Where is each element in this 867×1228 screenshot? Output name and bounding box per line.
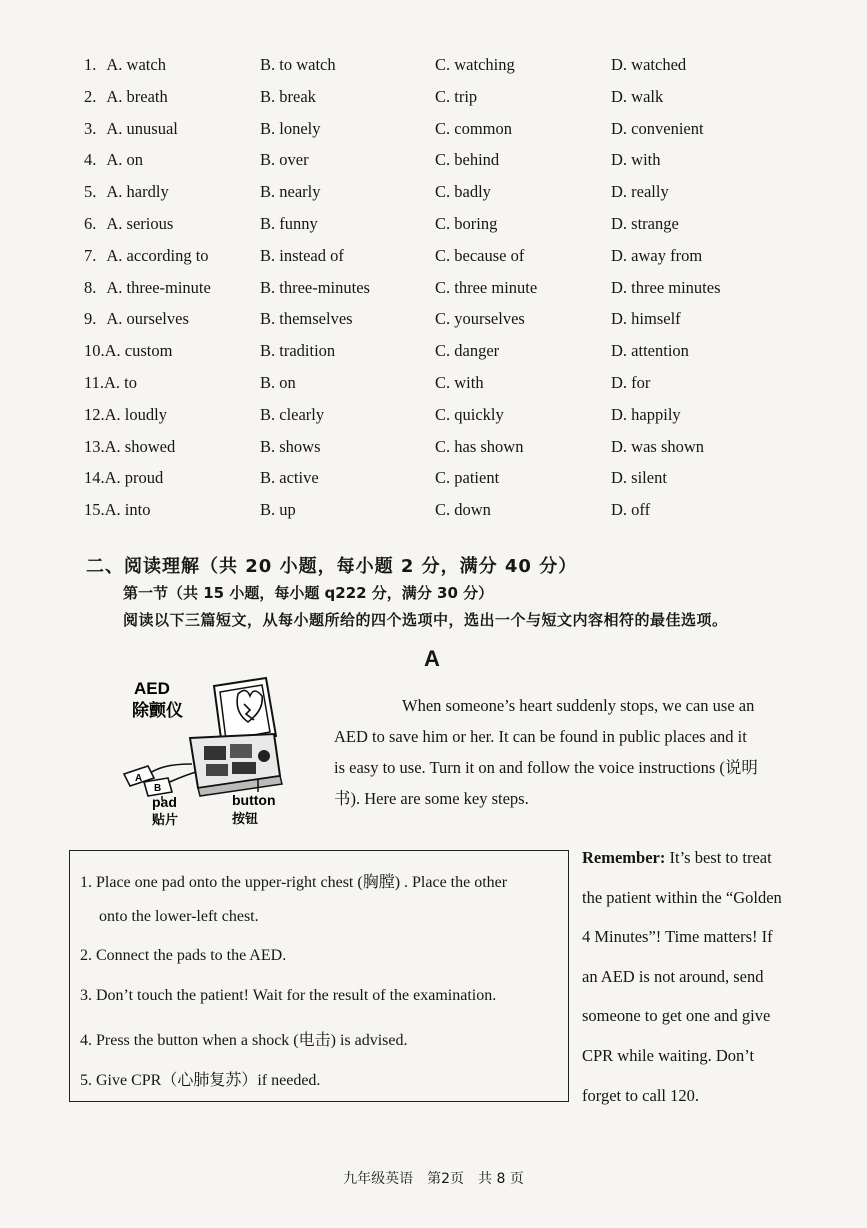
option-b: B. up — [260, 500, 296, 520]
question-number: 2. — [84, 86, 97, 106]
option-d: D. happily — [611, 404, 681, 424]
option-d: D. attention — [611, 341, 689, 361]
option-b: B. nearly — [260, 182, 321, 202]
option-d: D. walk — [611, 86, 664, 106]
option-a-text: A. into — [104, 500, 151, 520]
option-d: D. really — [611, 182, 669, 202]
question-row — [84, 150, 844, 182]
remember-note — [582, 838, 792, 1115]
question-number: 3. — [84, 118, 97, 138]
option-a — [84, 119, 178, 139]
option-b: B. active — [260, 468, 319, 488]
option-a-text: A. three-minute — [106, 277, 211, 297]
option-d: D. silent — [611, 468, 667, 488]
question-number: 12. — [84, 404, 105, 424]
option-c: C. with — [435, 372, 484, 392]
question-number: 5. — [84, 182, 97, 202]
intro-line: is easy to use. Turn it on and follow the voice instructions (说明 — [334, 758, 758, 777]
option-b: B. shows — [260, 436, 321, 456]
option-a-text: A. serious — [106, 213, 174, 233]
aed-cn-label: 除颤仪 — [132, 701, 183, 721]
option-a-text: A. unusual — [106, 118, 178, 138]
question-row — [84, 437, 844, 469]
option-d: D. convenient — [611, 118, 704, 138]
remember-line: the patient within the “Golden — [582, 887, 782, 907]
question-row — [84, 468, 844, 500]
option-c: C. because of — [435, 245, 525, 265]
question-row — [84, 373, 844, 405]
option-b: B. tradition — [260, 341, 336, 361]
pad-label: pad — [152, 794, 177, 810]
intro-line: AED to save him or her. It can be found in public places and it — [334, 727, 747, 746]
option-a — [84, 214, 173, 234]
option-a — [84, 182, 169, 202]
step-item: 3. Don’t touch the patient! Wait for the result of the examination. — [80, 987, 497, 1004]
question-row — [84, 214, 844, 246]
option-b: B. on — [260, 372, 296, 392]
remember-line: an AED is not around, send — [582, 966, 764, 986]
option-d: D. three minutes — [611, 277, 721, 297]
question-number: 9. — [84, 309, 97, 329]
option-b: B. over — [260, 150, 309, 170]
question-number: 7. — [84, 245, 97, 265]
aed-label: AED — [134, 679, 170, 698]
option-d: D. strange — [611, 213, 679, 233]
option-a — [84, 437, 175, 457]
question-row — [84, 405, 844, 437]
option-a — [84, 500, 150, 520]
intro-line: When someone’s heart suddenly stops, we can use an — [402, 696, 755, 715]
question-row — [84, 119, 844, 151]
option-a-text: A. breath — [106, 86, 168, 106]
option-c: C. watching — [435, 55, 515, 74]
option-b: B. break — [260, 86, 316, 106]
option-a-text: A. according to — [106, 245, 209, 265]
option-d: D. watched — [611, 55, 687, 74]
question-number: 11. — [84, 372, 105, 392]
option-d: D. away from — [611, 245, 703, 265]
option-c: C. trip — [435, 86, 478, 106]
question-row — [84, 341, 844, 373]
aed-illustration — [118, 668, 324, 828]
option-b: B. themselves — [260, 309, 353, 329]
step-item: 1. Place one pad onto the upper-right chest (胸膛) . Place the other — [80, 874, 508, 891]
option-c: C. patient — [435, 468, 500, 488]
option-c: C. badly — [435, 182, 491, 202]
question-number: 1. — [84, 55, 97, 74]
option-a-text: A. on — [106, 150, 144, 170]
question-number: 8. — [84, 277, 97, 297]
option-b: B. instead of — [260, 245, 344, 265]
option-c: C. has shown — [435, 436, 524, 456]
question-number: 4. — [84, 150, 97, 170]
option-a-text: A. loudly — [104, 404, 167, 424]
page-footer: 九年级英语 第2页 共 8 页 — [343, 1171, 524, 1187]
option-c: C. yourselves — [435, 309, 525, 329]
option-a — [84, 373, 137, 393]
step-item: 5. Give CPR（心肺复苏）if needed. — [80, 1072, 321, 1089]
question-row — [84, 309, 844, 341]
option-b: B. lonely — [260, 118, 321, 138]
pad-cn-label: 贴片 — [152, 813, 179, 828]
option-a-text: A. to — [104, 372, 138, 392]
option-d: D. himself — [611, 309, 681, 329]
option-a — [84, 309, 189, 329]
step-item: onto the lower-left chest. — [99, 908, 259, 925]
section-instruction: 阅读以下三篇短文，从每小题所给的四个选项中，选出一个与短文内容相符的最佳选项。 — [123, 611, 728, 629]
option-a — [84, 405, 167, 425]
question-number: 6. — [84, 213, 97, 233]
option-c: C. danger — [435, 341, 500, 361]
option-a — [84, 150, 143, 170]
svg-text:B: B — [154, 783, 162, 794]
option-a — [84, 246, 209, 266]
question-number: 13. — [84, 436, 105, 456]
option-c: C. down — [435, 500, 491, 520]
question-row — [84, 278, 844, 310]
cloze-options-table — [84, 55, 844, 532]
question-number: 14. — [84, 468, 105, 488]
option-a-text: A. custom — [104, 341, 173, 361]
option-a — [84, 55, 166, 75]
option-a-text: A. watch — [106, 55, 166, 74]
option-d: D. off — [611, 500, 651, 520]
option-b: B. three-minutes — [260, 277, 370, 297]
question-row — [84, 55, 844, 87]
option-a — [84, 87, 168, 107]
passage-intro — [334, 690, 786, 814]
question-row — [84, 87, 844, 119]
remember-line: CPR while waiting. Don’t — [582, 1045, 755, 1065]
option-a-text: A. ourselves — [106, 309, 189, 329]
option-a — [84, 468, 163, 488]
option-a-text: A. hardly — [106, 182, 169, 202]
option-b: B. clearly — [260, 404, 325, 424]
option-c: C. common — [435, 118, 512, 138]
option-c: C. behind — [435, 150, 500, 170]
option-c: C. boring — [435, 213, 498, 233]
remember-line: It’s best to treat — [665, 848, 772, 867]
passage-letter: A — [424, 646, 440, 671]
option-c: C. three minute — [435, 277, 538, 297]
question-row — [84, 182, 844, 214]
question-row — [84, 246, 844, 278]
question-row — [84, 500, 844, 532]
steps-box — [69, 850, 569, 1102]
option-b: B. funny — [260, 213, 318, 233]
option-a-text: A. proud — [104, 468, 164, 488]
step-item: 2. Connect the pads to the AED. — [80, 947, 287, 964]
remember-line: 4 Minutes”! Time matters! If — [582, 927, 773, 947]
question-number: 15. — [84, 500, 105, 520]
question-number: 10. — [84, 341, 105, 361]
remember-line: forget to call 120. — [582, 1085, 699, 1105]
step-item: 4. Press the button when a shock (电击) is advised. — [80, 1032, 408, 1049]
option-c: C. quickly — [435, 404, 504, 424]
option-a — [84, 278, 211, 298]
option-d: D. for — [611, 372, 651, 392]
intro-line: 书). Here are some key steps. — [334, 789, 529, 808]
remember-label: Remember: — [582, 848, 666, 867]
svg-text:A: A — [135, 773, 143, 784]
option-d: D. was shown — [611, 436, 705, 456]
section-title: 二、阅读理解（共 20 小题，每小题 2 分，满分 40 分） — [86, 556, 578, 577]
option-d: D. with — [611, 150, 661, 170]
button-cn-label: 按钮 — [232, 812, 259, 827]
option-b: B. to watch — [260, 55, 336, 74]
option-a-text: A. showed — [104, 436, 176, 456]
aed-device-icon — [190, 678, 282, 796]
remember-line: someone to get one and give — [582, 1006, 771, 1026]
section-subtitle: 第一节（共 15 小题，每小题 q222 分，满分 30 分） — [123, 584, 494, 602]
button-label: button — [232, 792, 276, 808]
option-a — [84, 341, 172, 361]
